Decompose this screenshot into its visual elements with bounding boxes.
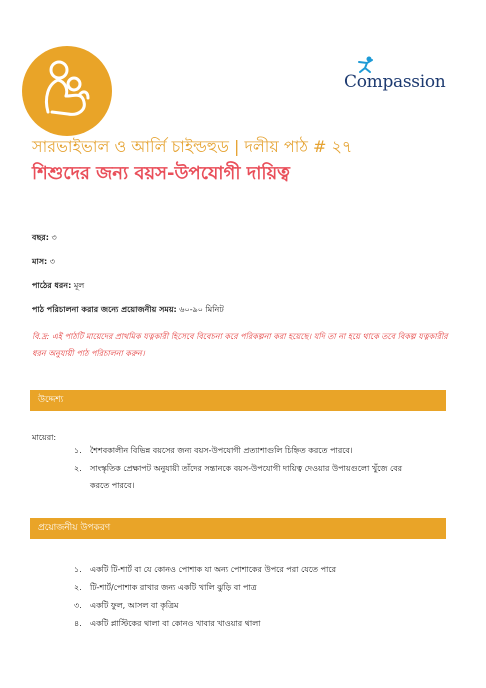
- item-number: ১.: [74, 446, 82, 455]
- type-label: পাঠের ধরন:: [32, 281, 72, 290]
- year-value: ৩: [51, 233, 57, 242]
- objectives-intro: মায়েরা:: [32, 433, 57, 442]
- objectives-heading: উদ্দেশ্য: [30, 390, 446, 411]
- meta-time: [32, 304, 224, 317]
- list-item: [74, 579, 444, 597]
- item-text: শৈশবকালীন বিভিন্ন বয়সের জন্য বয়স-উপযোগী প্রত্যাশাগুলি চিহ্নিত করতে পারবে।: [90, 446, 353, 455]
- item-number: ৪.: [74, 619, 82, 628]
- note-text: বি.দ্র: এই পাঠটি মায়েদের প্রাথমিক যত্নকারী হিসেবে বিবেচনা করে পরিকল্পনা করা হয়েছে। যদি তা না হয়ে থাকে তবে বিকল্প যত্নকারীর ধরন অনুযায়ী পাঠ পরিচালনা করুন।: [32, 332, 448, 358]
- meta-month: [32, 256, 55, 269]
- materials-heading: প্রয়োজনীয় উপকরণ: [30, 518, 446, 539]
- brand-name: Compassion: [344, 72, 446, 92]
- item-text: টি-শার্ট/পোশাক রাখার জন্য একটি খালি ঝুড়ি বা পাত্র: [90, 583, 257, 592]
- month-label: মাস:: [32, 257, 48, 266]
- list-item: [74, 597, 444, 615]
- item-text: একটি ফুল, আসল বা কৃত্রিম: [90, 601, 179, 610]
- list-item: [74, 442, 444, 462]
- page-title: শিশুদের জন্য বয়স-উপযোগী দায়িত্ব: [32, 163, 290, 184]
- list-item: [74, 460, 444, 496]
- list-item: [74, 615, 444, 633]
- type-value: মূল: [73, 281, 85, 290]
- time-label: পাঠ পরিচালনা করার জন্যে প্রয়োজনীয় সময়:: [32, 305, 177, 314]
- item-text: একটি প্লাস্টিকের থালা বা কোনও খাবার খাওয়ার থালা: [90, 619, 261, 628]
- meta-type: [32, 280, 84, 293]
- mother-child-icon: [22, 46, 112, 136]
- item-number: ২.: [74, 583, 82, 592]
- list-item: [74, 561, 444, 579]
- item-text: সাংস্কৃতিক প্রেক্ষাপট অনুযায়ী তাঁদের সন্তানকে বয়স-উপযোগী দায়িত্ব দেওয়ার উপায়গুলো খুঁজে বের করতে পারবে।: [90, 464, 403, 490]
- series-subtitle: সারভাইভাল ও আর্লি চাইল্ডহুড | দলীয় পাঠ # ২৭: [32, 137, 353, 156]
- month-value: ৩: [49, 257, 55, 266]
- item-number: ৩.: [74, 601, 82, 610]
- meta-year: [32, 232, 57, 245]
- item-number: ১.: [74, 565, 82, 574]
- year-label: বছর:: [32, 233, 49, 242]
- compassion-logo: [344, 56, 456, 100]
- time-value: ৬০-৯০ মিনিট: [179, 305, 224, 314]
- item-number: ২.: [74, 464, 82, 473]
- item-text: একটি টি-শার্ট বা যে কোনও পোশাক যা অন্য পোশাকের উপরে পরা যেতে পারে: [90, 565, 336, 574]
